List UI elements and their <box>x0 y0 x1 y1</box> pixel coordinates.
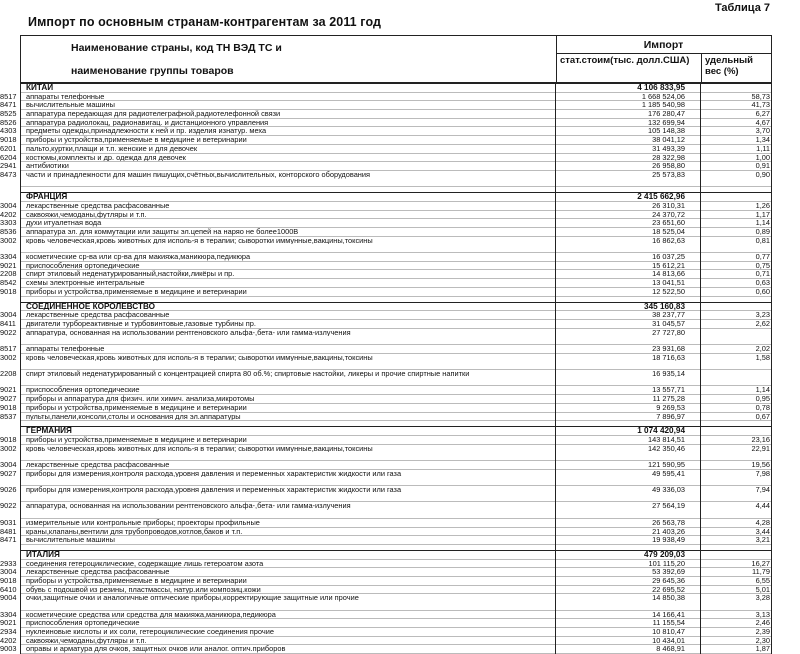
table-row <box>0 535 772 545</box>
import-value: 18 525,04 <box>652 227 685 237</box>
product-name: измерительные или контрольные приборы; проекторы профильные <box>26 518 260 527</box>
share-percent: 0,75 <box>755 260 770 270</box>
share-percent: 7,98 <box>755 468 770 478</box>
hs-code: 9022 <box>0 501 17 511</box>
hs-code: 3304 <box>0 252 17 262</box>
country-name: ГЕРМАНИЯ <box>26 427 72 435</box>
share-percent: 0,60 <box>755 286 770 296</box>
share-percent: 0,77 <box>755 252 770 262</box>
hs-code: 9027 <box>0 468 17 478</box>
header-col-divider <box>701 53 702 82</box>
table-row <box>0 327 772 345</box>
share-percent: 3,28 <box>755 593 770 603</box>
share-percent: 1,11 <box>756 143 770 153</box>
import-value: 101 115,20 <box>648 558 685 568</box>
hs-code: 9018 <box>0 575 17 585</box>
hs-code: 3002 <box>0 352 17 362</box>
product-name: соединения гетероциклические, содержащие лишь гетероатом азота <box>26 559 264 568</box>
table-body <box>0 83 772 654</box>
hs-code: 9004 <box>0 593 17 603</box>
hs-code: 9022 <box>0 327 17 337</box>
import-value: 16 037,25 <box>652 252 685 262</box>
country-name: СОЕДИНЁННОЕ КОРОЛЕВСТВО <box>26 302 156 311</box>
share-percent: 0,95 <box>755 394 770 404</box>
column-line <box>771 83 772 654</box>
header-name-line1: Наименование страны, код ТН ВЭД ТС и <box>71 42 282 54</box>
product-name: приспособления ортопедические <box>26 386 140 395</box>
hs-code: 9021 <box>0 618 17 628</box>
share-percent: 1,87 <box>755 644 770 654</box>
import-value: 22 695,52 <box>652 584 685 594</box>
import-value: 11 275,28 <box>652 394 685 404</box>
product-name: аппаратура эл. для коммутации или защиты эл.цепей на наряо не более1000В <box>26 228 299 236</box>
share-percent: 6,55 <box>755 575 770 585</box>
product-name: обувь с подошвой из резины, пластмассы, натур.или композиц.кожи <box>26 585 261 594</box>
share-percent: 3,44 <box>755 526 770 536</box>
share-percent: 0,67 <box>755 411 770 421</box>
share-percent: 0,81 <box>755 235 770 245</box>
column-line <box>20 83 21 654</box>
import-value: 8 468,91 <box>656 644 685 654</box>
header-subdivider <box>556 53 771 54</box>
hs-code: 9018 <box>0 286 17 296</box>
table-row <box>0 369 772 386</box>
share-percent: 0,71 <box>755 269 770 279</box>
product-name: антибиотики <box>26 162 69 170</box>
share-percent: 0,78 <box>755 402 770 412</box>
hs-code: 8481 <box>0 526 17 536</box>
product-name: пальто,куртки,плащи и т.п. женские и для девочек <box>26 144 198 153</box>
share-percent: 6,27 <box>755 109 770 119</box>
product-name: приспособления ортопедические <box>26 261 140 270</box>
product-name: приборы и устройства,применяемые в медицине и ветеринарии <box>26 136 247 144</box>
table-row <box>0 609 772 620</box>
import-value: 14 850,38 <box>652 593 685 603</box>
import-value: 1 668 524,06 <box>641 91 685 101</box>
product-name: двигатели турбореактивные и турбовинтовые,газовые турбины пр. <box>26 319 256 328</box>
header-name-line2: наименование группы товаров <box>71 65 234 77</box>
country-total: 2 415 662,96 <box>637 192 685 202</box>
import-value: 11 155,54 <box>652 618 685 628</box>
country-total: 4 106 833,95 <box>637 83 685 92</box>
country-total: 345 160,83 <box>644 301 685 311</box>
hs-code: 3002 <box>0 235 17 245</box>
import-value: 13 557,71 <box>652 385 685 395</box>
import-value: 14 813,66 <box>652 269 685 279</box>
table-row <box>0 627 772 637</box>
hs-code: 3303 <box>0 218 17 228</box>
column-line <box>700 83 701 654</box>
import-value: 23 651,60 <box>652 218 685 228</box>
product-name: косметические средства или средства для макияжа,маникюра,педикюра <box>26 610 276 619</box>
hs-code: 4303 <box>0 126 17 136</box>
country-name: ИТАЛИЯ <box>26 550 60 559</box>
product-name: кровь человеческая,кровь животных для исполь-я в терапии; сыворотки иммунные,вакцины,токсины <box>26 353 373 362</box>
hs-code: 4202 <box>0 209 17 219</box>
import-value: 10 810,47 <box>652 627 685 637</box>
share-percent: 1,26 <box>755 200 770 210</box>
table-header <box>20 35 772 83</box>
import-value: 25 573,83 <box>652 169 685 179</box>
table-number: Таблица 7 <box>714 2 770 14</box>
product-name: приборы для измерения,контроля расхода,уровня давления и переменных характеристик жидкости или газа <box>26 486 402 494</box>
country-name: КИТАЙ <box>26 84 54 92</box>
product-name: приспособления ортопедические <box>26 619 140 628</box>
product-name: пульты,панели,консоли,столы и основания для эл.аппаратуры <box>26 412 241 421</box>
share-percent: 3,21 <box>755 535 770 545</box>
import-value: 9 269,53 <box>656 402 685 412</box>
product-name: кровь человеческая,кровь животных для исполь-я в терапии; сыворотки иммунные,вакцины,токсины <box>26 444 373 453</box>
hs-code: 8542 <box>0 278 17 288</box>
import-value: 31 493,39 <box>652 143 685 153</box>
import-value: 49 336,03 <box>652 485 685 495</box>
hs-code: 9031 <box>0 517 17 527</box>
product-name: вычислительные машины <box>26 101 115 110</box>
import-value: 105 148,38 <box>648 126 685 136</box>
import-value: 27 727,80 <box>652 327 685 337</box>
header-col-value: стат.стоим(тыс. долл.США) <box>560 55 690 66</box>
share-percent: 7,94 <box>755 485 770 495</box>
hs-code: 2208 <box>0 369 17 379</box>
table-row <box>0 411 772 422</box>
hs-code: 9018 <box>0 402 17 412</box>
hs-code: 2933 <box>0 558 17 568</box>
country-name: ФРАНЦИЯ <box>26 193 68 201</box>
import-value: 27 564,19 <box>652 501 685 511</box>
product-name: предметы одежды,принадлежности к ней и пр. изделия изнатур. меха <box>26 127 267 136</box>
share-percent: 4,67 <box>755 117 770 127</box>
import-value: 29 645,36 <box>652 575 685 585</box>
hs-code: 3004 <box>0 310 17 320</box>
product-name: краны,клапаны,вентили для трубопроводов,котлов,баков и т.п. <box>26 527 243 536</box>
import-value: 132 699,94 <box>648 117 685 127</box>
product-name: аппараты телефонные <box>26 344 105 353</box>
product-name: лекарственные средства расфасованные <box>26 568 170 576</box>
table-row <box>0 635 772 646</box>
hs-code: 2941 <box>0 161 17 171</box>
hs-code: 3004 <box>0 459 17 469</box>
hs-code: 9026 <box>0 485 17 495</box>
share-percent: 58,73 <box>751 91 770 101</box>
document-title: Импорт по основным странам-контрагентам за 2011 год <box>28 15 382 29</box>
share-percent: 0,90 <box>755 169 770 179</box>
product-name: лекарственные средства расфасованные <box>26 201 170 210</box>
share-percent: 2,62 <box>755 318 770 328</box>
share-percent: 1,14 <box>755 385 770 395</box>
import-value: 15 612,21 <box>652 260 685 270</box>
import-value: 18 716,63 <box>652 352 685 362</box>
share-percent: 2,30 <box>755 635 770 645</box>
product-name: приборы и устройства,применяемые в медицине и ветеринарии <box>26 435 247 444</box>
share-percent: 11,79 <box>752 567 770 577</box>
share-percent: 2,39 <box>755 627 770 637</box>
product-name: аппараты телефонные <box>26 92 105 101</box>
product-name: очки,защитные очки и аналогичные оптические приборы,корректирующие защитные или прочие <box>26 594 359 603</box>
product-name: спирт этиловый неденатурированный,настойки,ликёры и пр. <box>26 270 235 279</box>
import-value: 26 958,80 <box>652 161 685 171</box>
import-value: 26 563,78 <box>652 517 685 527</box>
import-value: 176 280,47 <box>648 109 685 119</box>
hs-code: 8525 <box>0 109 17 119</box>
table-row <box>0 235 772 253</box>
import-value: 49 595,41 <box>652 468 685 478</box>
import-value: 19 938,49 <box>652 535 685 545</box>
share-percent: 1,34 <box>755 135 770 145</box>
share-percent: 3,70 <box>755 126 770 136</box>
share-percent: 0,91 <box>755 161 770 171</box>
import-value: 31 045,57 <box>652 318 685 328</box>
table-row <box>0 286 772 297</box>
hs-code: 8471 <box>0 535 17 545</box>
import-value: 28 322,98 <box>652 152 685 162</box>
import-value: 38 237,77 <box>652 310 685 320</box>
hs-code: 8471 <box>0 100 17 110</box>
table-row <box>0 618 772 628</box>
product-name: кровь человеческая,кровь животных для исполь-я в терапии; сыворотки иммунные,вакцины,токсины <box>26 236 373 245</box>
hs-code: 8517 <box>0 91 17 101</box>
hs-code: 6410 <box>0 584 17 594</box>
import-value: 121 590,95 <box>648 459 685 469</box>
column-line <box>555 83 556 654</box>
import-value: 16 935,14 <box>652 369 685 379</box>
hs-code: 9018 <box>0 135 17 145</box>
product-name: лекарственные средства расфасованные <box>26 311 170 319</box>
hs-code: 6204 <box>0 152 17 162</box>
product-name: аппаратура, основанная на использовании рентгеновского альфа-,бета- или гамма-излучения <box>26 328 351 337</box>
product-name: косметические ср-ва или ср-ва для макияжа,маникюра,педикюра <box>26 253 251 261</box>
hs-code: 3304 <box>0 609 17 619</box>
share-percent: 0,63 <box>755 278 770 288</box>
hs-code: 9003 <box>0 644 17 654</box>
import-value: 14 166,41 <box>652 609 685 619</box>
share-percent: 0,89 <box>755 227 770 237</box>
hs-code: 8536 <box>0 227 17 237</box>
share-percent: 1,14 <box>755 218 770 228</box>
table-row <box>0 501 772 518</box>
product-name: оправы и арматура для очков, защитных очков или аналог. оптич.приборов <box>26 645 286 654</box>
share-percent: 3,13 <box>755 609 770 619</box>
table-row <box>0 443 772 461</box>
import-value: 142 350,46 <box>648 443 685 453</box>
import-value: 7 896,97 <box>656 411 685 421</box>
table-row <box>0 485 772 502</box>
product-name: вычислительные машины <box>26 536 115 544</box>
product-name: саквояжи,чемоданы,футляры и т.п. <box>26 636 147 645</box>
share-percent: 1,00 <box>755 152 770 162</box>
hs-code: 3004 <box>0 567 17 577</box>
country-total: 479 209,03 <box>644 549 685 559</box>
hs-code: 3004 <box>0 200 17 210</box>
share-percent: 4,44 <box>755 501 770 511</box>
import-value: 53 392,69 <box>652 567 685 577</box>
product-name: приборы и устройства,применяемые в медицине и ветеринарии <box>26 576 247 585</box>
header-import: Импорт <box>643 39 684 51</box>
hs-code: 3002 <box>0 443 17 453</box>
product-name: аппаратура радиолокац, радионавигац. и дистанционного управления <box>26 118 269 127</box>
header-col-share: удельный вес (%) <box>705 55 753 77</box>
hs-code: 4202 <box>0 635 17 645</box>
hs-code: 8517 <box>0 343 17 353</box>
country-total: 1 074 420,94 <box>637 426 685 436</box>
hs-code: 8473 <box>0 169 17 179</box>
product-name: духи итуалетная вода <box>26 219 102 228</box>
import-value: 12 522,50 <box>652 286 685 296</box>
table-row <box>0 593 772 610</box>
product-name: приборы и аппаратура для физич. или химич. анализа,микротомы <box>26 395 255 403</box>
product-name: приборы и устройства,применяемые в медицине и ветеринарии <box>26 403 247 412</box>
import-value: 16 862,63 <box>652 235 685 245</box>
share-percent: 22,91 <box>751 443 770 453</box>
product-name: аппаратура, основанная на использовании рентгеновского альфа-,бета- или гамма-излучения <box>26 502 351 511</box>
product-name: приборы и устройства,применяемые в медицине и ветеринарии <box>26 287 247 296</box>
share-percent: 41,73 <box>751 100 770 110</box>
product-name: схемы электронные интегральные <box>26 279 145 287</box>
hs-code: 8411 <box>0 318 16 328</box>
import-value: 10 434,01 <box>652 635 685 645</box>
product-name: лекарственные средства расфасованные <box>26 460 170 469</box>
import-value: 13 041,51 <box>652 278 685 288</box>
table-row <box>0 644 772 654</box>
import-value: 38 041,12 <box>652 135 685 145</box>
import-value: 23 931,68 <box>652 343 685 353</box>
share-percent: 1,58 <box>755 352 770 362</box>
product-name: спирт этиловый неденатурированный с концентрацией спирта 80 об.%; спиртовые настойки, ликеры и прочие спиртные напитки <box>26 370 470 378</box>
product-name: саквояжи,чемоданы,футляры и т.п. <box>26 210 147 219</box>
hs-code: 9018 <box>0 434 17 444</box>
share-percent: 19,56 <box>751 459 770 469</box>
product-name: части и принадлежности для машин пишущих,счётных,вычислительных, конторского оборудования <box>26 170 371 179</box>
share-percent: 2,46 <box>755 618 770 628</box>
table-row <box>0 169 772 187</box>
hs-code: 9021 <box>0 385 17 395</box>
hs-code: 6201 <box>0 143 17 153</box>
share-percent: 1,17 <box>755 209 770 219</box>
product-name: костюмы,комплекты и др. одежда для девочек <box>26 153 186 162</box>
share-percent: 16,27 <box>751 558 770 568</box>
import-value: 1 185 540,98 <box>641 100 685 110</box>
hs-code: 2934 <box>0 627 17 637</box>
product-name: аппаратура передающая для радиотелеграфной,радиотелефонной связи <box>26 110 281 118</box>
import-value: 26 310,31 <box>652 200 685 210</box>
share-percent: 23,16 <box>751 434 770 444</box>
share-percent: 2,02 <box>755 343 770 353</box>
hs-code: 8526 <box>0 117 17 127</box>
product-name: нуклеиновые кислоты и их соли, гетероциклические соединения прочие <box>26 628 274 636</box>
share-percent: 3,23 <box>755 310 770 320</box>
import-value: 21 403,26 <box>652 526 685 536</box>
hs-code: 9021 <box>0 260 17 270</box>
hs-code: 8537 <box>0 411 17 421</box>
table-row <box>0 468 772 486</box>
import-value: 24 370,72 <box>652 209 685 219</box>
share-percent: 4,28 <box>755 517 770 527</box>
product-name: приборы для измерения,контроля расхода,уровня давления и переменных характеристик жидкости или газа <box>26 469 402 478</box>
import-value: 143 814,51 <box>648 434 685 444</box>
hs-code: 2208 <box>0 269 17 279</box>
share-percent: 5,01 <box>755 584 770 594</box>
table-row <box>0 352 772 370</box>
hs-code: 9027 <box>0 394 17 404</box>
